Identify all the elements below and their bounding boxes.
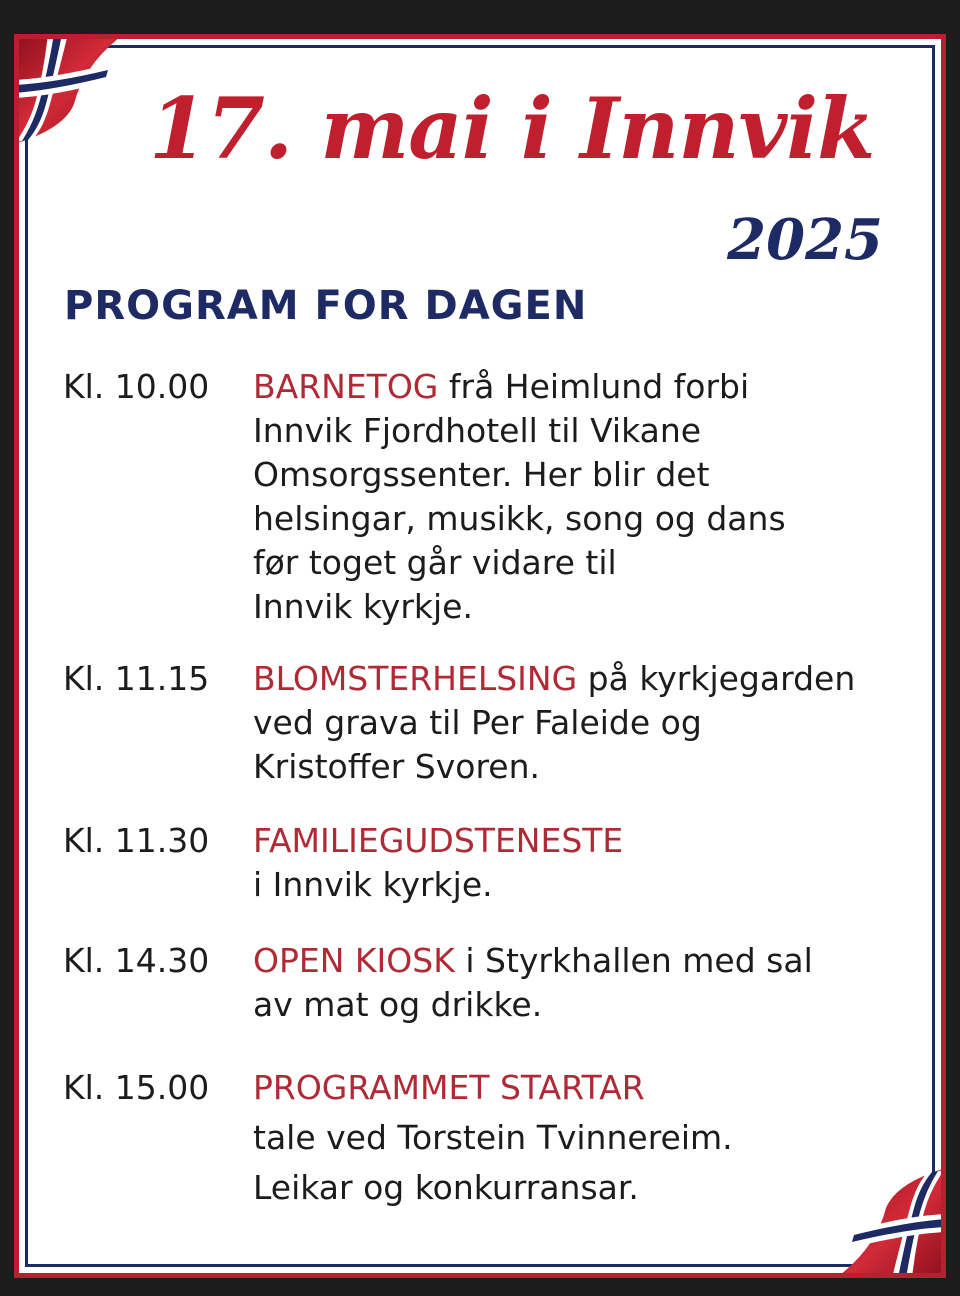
entry-text-line: før toget går vidare til [253, 543, 617, 582]
entry-description [253, 1063, 913, 1213]
entry-event-name: BARNETOG [253, 367, 439, 406]
entry-text-line: Kristoffer Svoren. [253, 747, 541, 786]
entry-time: Kl. 15.00 [63, 1068, 210, 1107]
entry-text-line: Innvik Fjordhotell til Vikane [253, 411, 702, 450]
entry-text-line: Leikar og konkurransar. [253, 1168, 639, 1207]
entry-text-line: Innvik kyrkje. [253, 587, 473, 626]
entry-time: Kl. 14.30 [63, 941, 210, 980]
entry-time: Kl. 11.30 [63, 821, 210, 860]
poster-year: 2025 [727, 207, 883, 273]
entry-description [253, 365, 913, 629]
entry-time: Kl. 11.15 [63, 659, 210, 698]
entry-text-line: helsingar, musikk, song og dans [253, 499, 786, 538]
entry-time: Kl. 10.00 [63, 367, 210, 406]
norwegian-flag-icon [14, 34, 124, 144]
entry-event-name: OPEN KIOSK [253, 941, 455, 980]
entry-text-line: tale ved Torstein Tvinnereim. [253, 1118, 733, 1157]
entry-text-line: Omsorgssenter. Her blir det [253, 455, 710, 494]
entry-text-line: på kyrkjegarden [577, 659, 856, 698]
entry-event-name: FAMILIEGUDSTENESTE [253, 821, 624, 860]
entry-text-line: i Styrkhallen med sal [454, 941, 813, 980]
entry-text-line: av mat og drikke. [253, 985, 543, 1024]
poster-title: 17. mai i Innvik [149, 79, 875, 178]
poster [14, 34, 946, 1278]
entry-text-line: frå Heimlund forbi [438, 367, 750, 406]
entry-text-line: i Innvik kyrkje. [253, 865, 493, 904]
entry-description [253, 939, 913, 1027]
entry-description [253, 657, 913, 789]
entry-text-line: ved grava til Per Faleide og [253, 703, 702, 742]
entry-event-name: PROGRAMMET STARTAR [253, 1068, 645, 1107]
entry-description [253, 819, 913, 907]
entry-event-name: BLOMSTERHELSING [253, 659, 578, 698]
program-heading: PROGRAM FOR DAGEN [64, 283, 588, 329]
